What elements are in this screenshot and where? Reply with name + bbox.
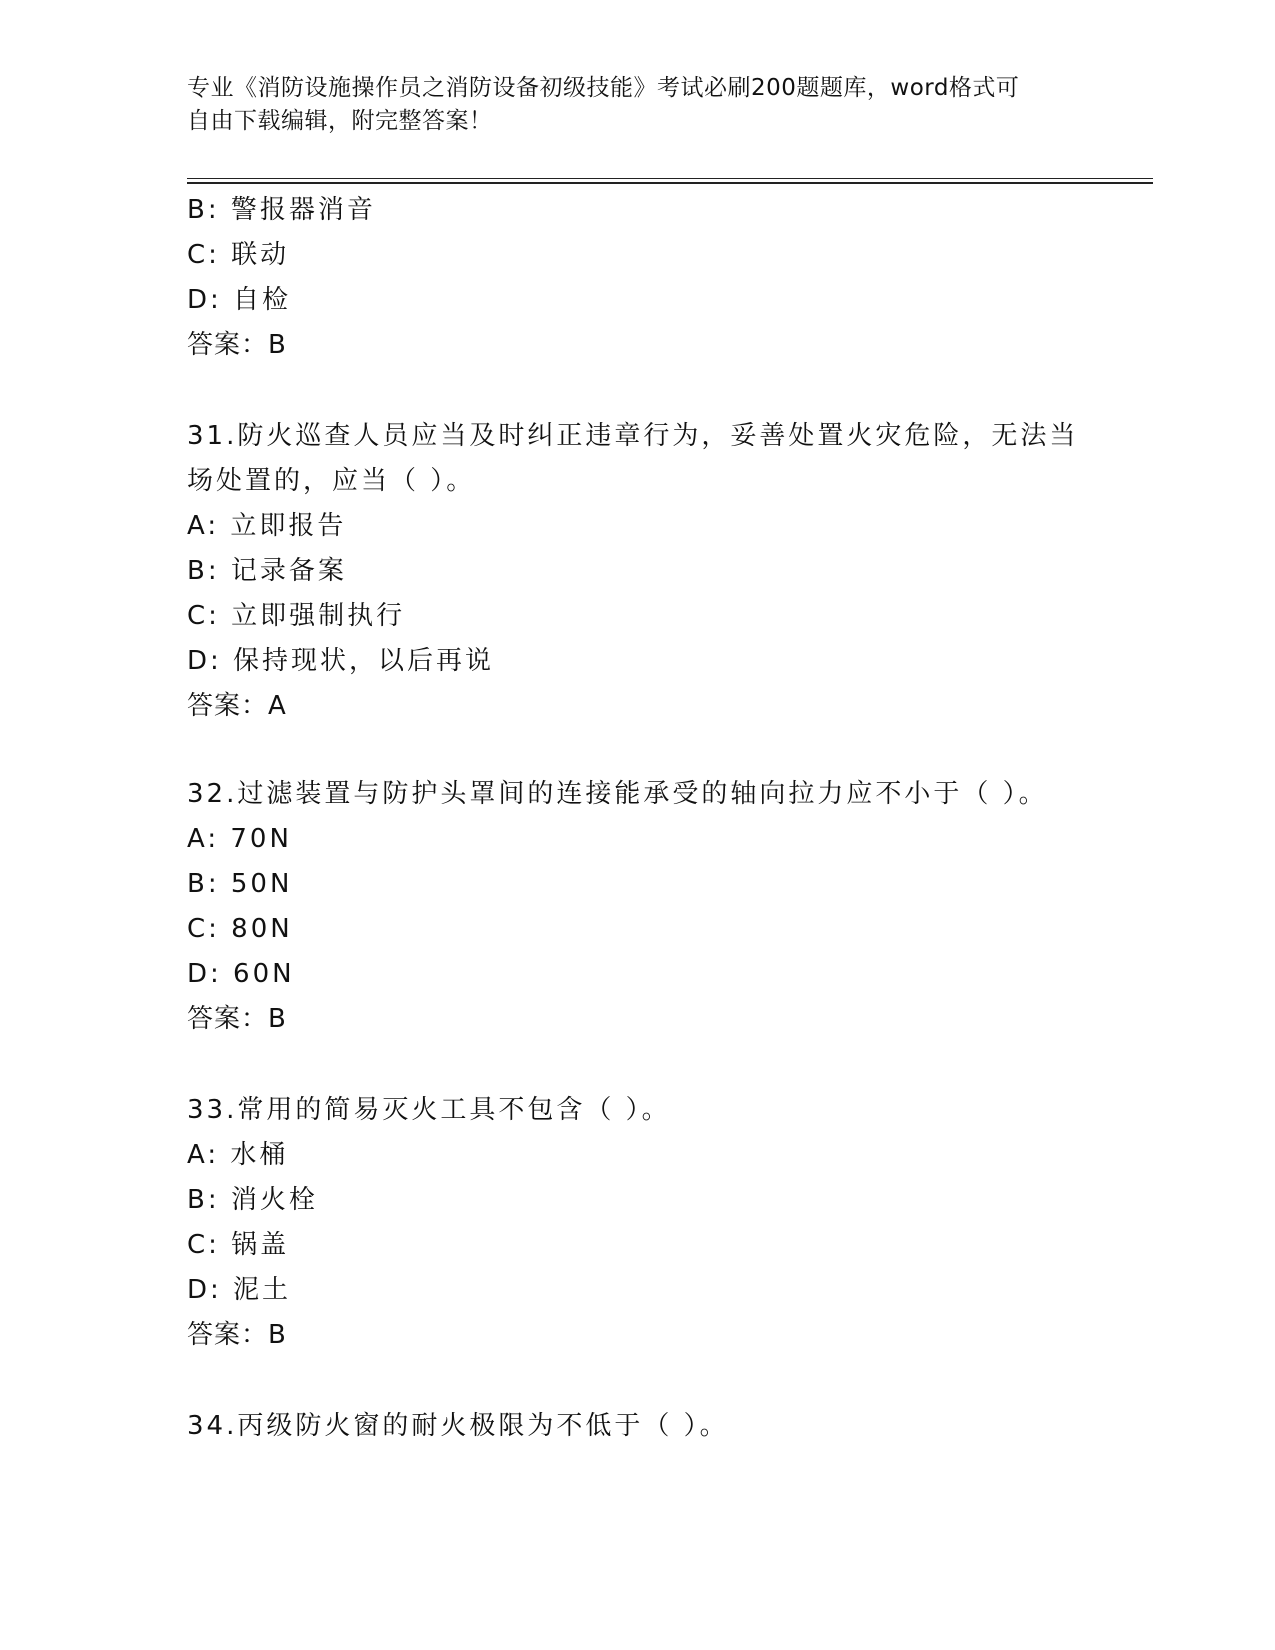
question-stem: 31.防火巡查人员应当及时纠正违章行为，妥善处置火灾危险，无法当 [187,421,1079,451]
header-divider [187,178,1153,184]
option-a: A: 立即报告 [187,511,347,541]
answer-label: 答案：B [187,330,287,360]
option-b: B: 50N [187,869,293,899]
option-a: A: 水桶 [187,1140,289,1170]
option-c: C: 锅盖 [187,1230,290,1260]
question-stem: 33.常用的简易灭火工具不包含（ ）。 [187,1095,671,1125]
option-b: B: 警报器消音 [187,195,376,225]
option-d: D: 60N [187,959,295,989]
option-b: B: 记录备案 [187,556,347,586]
question-stem: 34.丙级防火窗的耐火极限为不低于（ ）。 [187,1411,729,1441]
option-d: D: 自检 [187,285,292,315]
header-title-line-1: 专业《消防设施操作员之消防设备初级技能》考试必刷200题题库，word格式可 [187,75,1020,101]
answer-label: 答案：A [187,691,287,721]
option-c: C: 立即强制执行 [187,601,406,631]
option-d: D: 泥土 [187,1275,292,1305]
document-header [187,72,1067,138]
option-c: C: 80N [187,914,293,944]
header-title-line-2: 自由下载编辑，附完整答案！ [187,108,493,134]
answer-label: 答案：B [187,1004,287,1034]
question-stem: 32.过滤装置与防护头罩间的连接能承受的轴向拉力应不小于（ ）。 [187,779,1048,809]
option-d: D: 保持现状，以后再说 [187,646,495,676]
option-b: B: 消火栓 [187,1185,318,1215]
answer-label: 答案：B [187,1320,287,1350]
option-c: C: 联动 [187,240,290,270]
option-a: A: 70N [187,824,292,854]
question-stem-continued: 场处置的，应当（ ）。 [187,466,476,496]
